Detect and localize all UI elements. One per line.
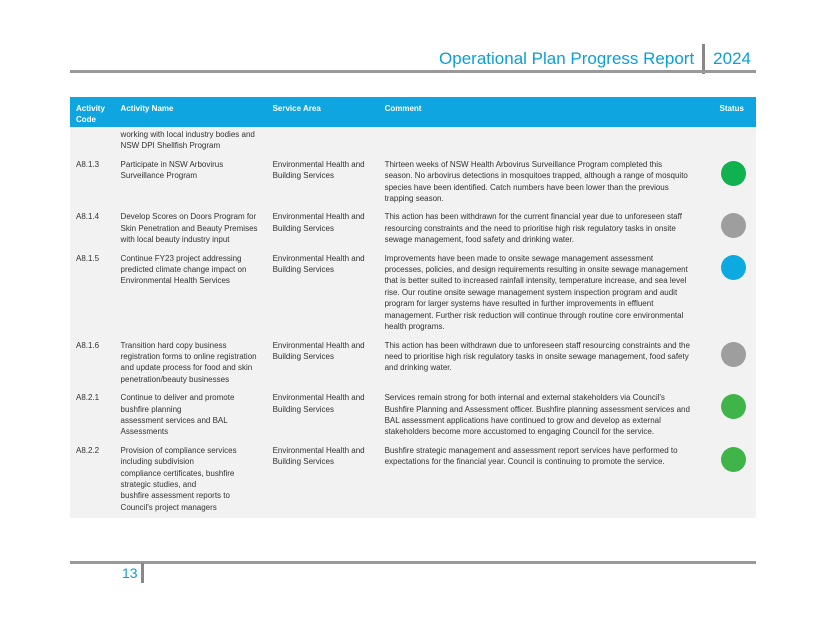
table-row	[70, 209, 756, 250]
activity-name-cell: Provision of compliance services including subdivision compliance certificates, bushfire strategic studies, and bushfire assessment reports to Council's project managers	[115, 443, 267, 518]
status-cell	[694, 338, 756, 391]
table-row	[70, 251, 756, 338]
comment-cell: This action has been withdrawn due to unforeseen staff resourcing constraints and the need to prioritise high risk regulatory tasks in onsite sewage management, food safety and drinking water.	[379, 338, 695, 391]
page-number: 13	[122, 565, 138, 581]
comment-cell: Thirteen weeks of NSW Health Arbovirus Surveillance Program completed this season. No arbovirus detections in mosquitoes trapped, although a range of mosquito species have been identified. Catch numbers have been lower than the previous trapping season.	[379, 157, 695, 210]
activity-code-cell: A8.1.4	[70, 209, 115, 250]
table-body	[70, 127, 756, 518]
status-cell	[694, 157, 756, 210]
table-row	[70, 390, 756, 443]
service-area-cell: Environmental Health and Building Services	[267, 443, 379, 518]
status-indicator-icon	[721, 255, 746, 280]
comment-cell: This action has been withdrawn for the current financial year due to unforeseen staff resourcing constraints and the need to prioritise high risk regulatory tasks in onsite sewage management, food safety and drinking water.	[379, 209, 695, 250]
header-status: Status	[694, 97, 756, 127]
table-row	[70, 338, 756, 391]
service-area-cell: Environmental Health and Building Services	[267, 338, 379, 391]
activity-code-cell: A8.1.3	[70, 157, 115, 210]
table-row	[70, 157, 756, 210]
comment-cell: Services remain strong for both internal and external stakeholders via Council's Bushfire Planning and Assessment officer. Bushfire planning assessment services and BAL assessment applications have continued to grow and develop as external stakeholders become more accustomed to engaging Council for the service.	[379, 390, 695, 443]
status-indicator-icon	[721, 394, 746, 419]
status-cell	[694, 209, 756, 250]
service-area-cell: Environmental Health and Building Services	[267, 390, 379, 443]
activity-code-cell: A8.1.6	[70, 338, 115, 391]
status-cell	[694, 127, 756, 157]
activity-name-cell: Transition hard copy business registration forms to online registration and update process for food and skin penetration/beauty businesses	[115, 338, 267, 391]
table-header-row	[70, 97, 756, 127]
status-indicator-icon	[721, 213, 746, 238]
activity-code-cell: A8.2.2	[70, 443, 115, 518]
header-service-area: Service Area	[267, 97, 379, 127]
activity-name-cell: Continue to deliver and promote bushfire planning assessment services and BAL Assessments	[115, 390, 267, 443]
report-title: Operational Plan Progress Report	[439, 49, 695, 68]
comment-cell: Bushfire strategic management and assessment report services have performed to expectations for the financial year. Council is continuing to promote the service.	[379, 443, 695, 518]
status-cell	[694, 251, 756, 338]
header-rule	[70, 70, 756, 73]
status-indicator-icon	[721, 161, 746, 186]
activity-code-cell: A8.1.5	[70, 251, 115, 338]
status-indicator-icon	[721, 447, 746, 472]
report-year: 2024	[713, 49, 751, 68]
status-cell	[694, 443, 756, 518]
activity-name-cell: working with local industry bodies and NSW DPI Shellfish Program	[115, 127, 267, 157]
header-activity-code: Activity Code	[70, 97, 115, 127]
header-comment: Comment	[379, 97, 695, 127]
progress-table	[70, 97, 756, 518]
activity-name-cell: Continue FY23 project addressing predicted climate change impact on Environmental Health Services	[115, 251, 267, 338]
activity-code-cell: A8.2.1	[70, 390, 115, 443]
footer-separator	[141, 563, 144, 583]
activity-name-cell: Develop Scores on Doors Program for Skin Penetration and Beauty Premises with local beauty industry input	[115, 209, 267, 250]
comment-cell: Improvements have been made to onsite sewage management assessment processes, policies, and design requirements resulting in onsite sewage management that is better suited to increased rainfall intensity, temperature increase, and sea level rise. Our routine onsite sewage management system inspection program and audit program for larger systems have resulted in further improvements in effluent management. Further risk reduction will continue through routine core environmental health programs.	[379, 251, 695, 338]
activity-name-cell: Participate in NSW Arbovirus Surveillance Program	[115, 157, 267, 210]
header-activity-name: Activity Name	[115, 97, 267, 127]
table-row	[70, 127, 756, 157]
service-area-cell: Environmental Health and Building Services	[267, 251, 379, 338]
service-area-cell: Environmental Health and Building Services	[267, 157, 379, 210]
activity-code-cell	[70, 127, 115, 157]
status-cell	[694, 390, 756, 443]
service-area-cell: Environmental Health and Building Services	[267, 209, 379, 250]
footer-rule	[70, 561, 756, 564]
service-area-cell	[267, 127, 379, 157]
comment-cell	[379, 127, 695, 157]
table-row	[70, 443, 756, 518]
status-indicator-icon	[721, 342, 746, 367]
